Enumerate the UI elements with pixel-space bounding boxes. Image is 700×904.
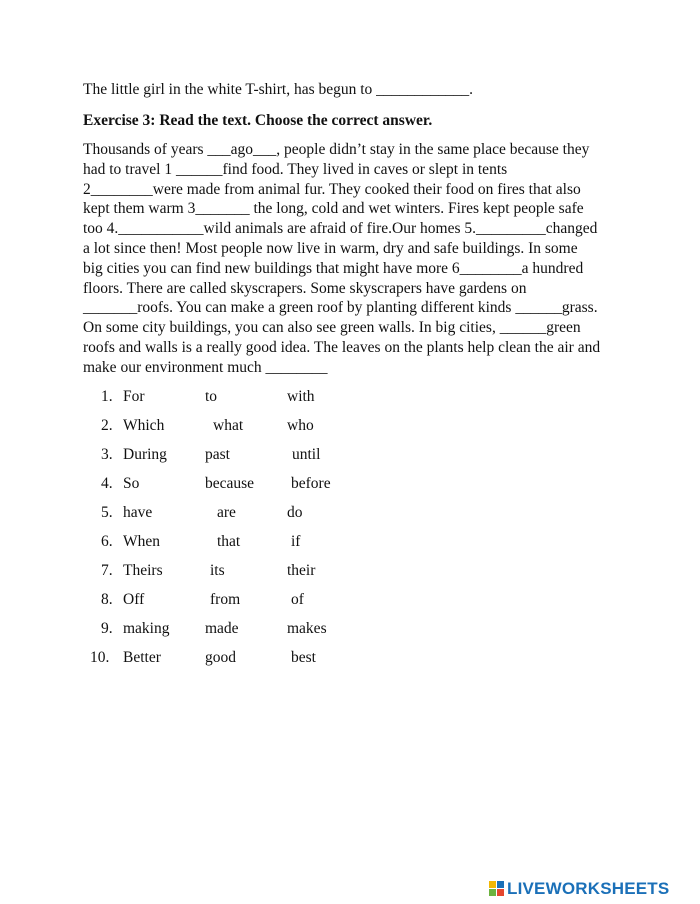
option-a[interactable]: For [123,388,145,405]
option-b[interactable]: because [205,475,255,492]
passage-line: On some city buildings, you can also see green walls. In big cities, ______green [83,319,581,337]
option-b[interactable]: what [213,417,244,434]
question-number: 10. [90,649,110,666]
passage-line: big cities you can find new buildings that might have more 6________a hundred [83,259,584,277]
option-c[interactable]: who [287,417,314,434]
answer-options-list [0,387,700,677]
option-c[interactable]: before [291,475,331,492]
answer-row [0,532,700,561]
question-number: 5. [101,504,113,521]
question-number: 7. [101,562,113,579]
option-b[interactable]: past [205,446,230,463]
question-number: 9. [101,620,113,637]
passage-line: Thousands of years ___ago___, people didn’t stay in the same place because they [83,141,590,158]
option-a[interactable]: making [123,620,170,637]
question-number: 4. [101,475,113,492]
answer-row [0,445,700,474]
option-c[interactable]: their [287,562,316,579]
option-b[interactable]: from [210,591,241,608]
option-a[interactable]: Theirs [123,562,163,579]
passage-line: _______roofs. You can make a green roof by planting different kinds ______grass. [83,299,598,317]
option-a[interactable]: Off [123,591,145,608]
question-number: 6. [101,533,113,550]
intro-sentence: The little girl in the white T-shirt, has begun to ____________. [83,81,474,98]
question-number: 1. [101,388,113,405]
passage-line: floors. There are called skyscrapers. Some skyscrapers have gardens on [83,279,527,297]
option-b[interactable]: to [205,388,218,405]
option-c[interactable]: if [291,533,301,550]
answer-row [0,619,700,648]
option-c[interactable]: makes [287,620,327,637]
passage-line: a lot since then! Most people now live in warm, dry and safe buildings. In some [83,239,578,257]
option-c[interactable]: of [291,591,304,608]
option-a[interactable]: have [123,504,153,521]
option-a[interactable]: Which [123,417,165,434]
option-a[interactable]: During [123,446,167,463]
option-a[interactable]: When [123,533,161,550]
question-number: 3. [101,446,113,463]
option-b[interactable]: that [217,533,241,550]
logo-text: LIVEWORKSHEETS [507,879,670,898]
answer-row [0,503,700,532]
passage-line: 2________were made from animal fur. They cooked their food on fires that also [83,180,581,198]
option-a[interactable]: Better [123,649,161,666]
question-number: 2. [101,417,113,434]
answer-row [0,648,700,677]
logo-squares-icon [489,881,505,897]
passage-line: too 4.___________wild animals are afraid of fire.Our homes 5._________changed [83,220,598,238]
option-c[interactable]: do [287,504,303,521]
liveworksheets-logo [489,879,669,899]
passage-line: make our environment much ________ [83,358,328,376]
answer-row [0,416,700,445]
option-b[interactable]: made [205,620,239,637]
option-c[interactable]: until [292,446,321,463]
passage-line: roofs and walls is a really good idea. The leaves on the plants help clean the air and [83,338,601,356]
option-b[interactable]: its [210,562,225,579]
option-c[interactable]: with [287,388,315,405]
option-b[interactable]: are [217,504,236,521]
option-c[interactable]: best [291,649,316,666]
answer-row [0,474,700,503]
answer-row [0,590,700,619]
answer-row [0,387,700,416]
reading-passage [83,140,623,378]
exercise-heading: Exercise 3: Read the text. Choose the correct answer. [83,112,433,129]
option-a[interactable]: So [123,475,140,492]
answer-row [0,561,700,590]
passage-line: had to travel 1 ______find food. They lived in caves or slept in tents [83,160,508,178]
question-number: 8. [101,591,113,608]
passage-line: kept them warm 3_______ the long, cold and wet winters. Fires kept people safe [83,200,584,218]
option-b[interactable]: good [205,649,236,666]
